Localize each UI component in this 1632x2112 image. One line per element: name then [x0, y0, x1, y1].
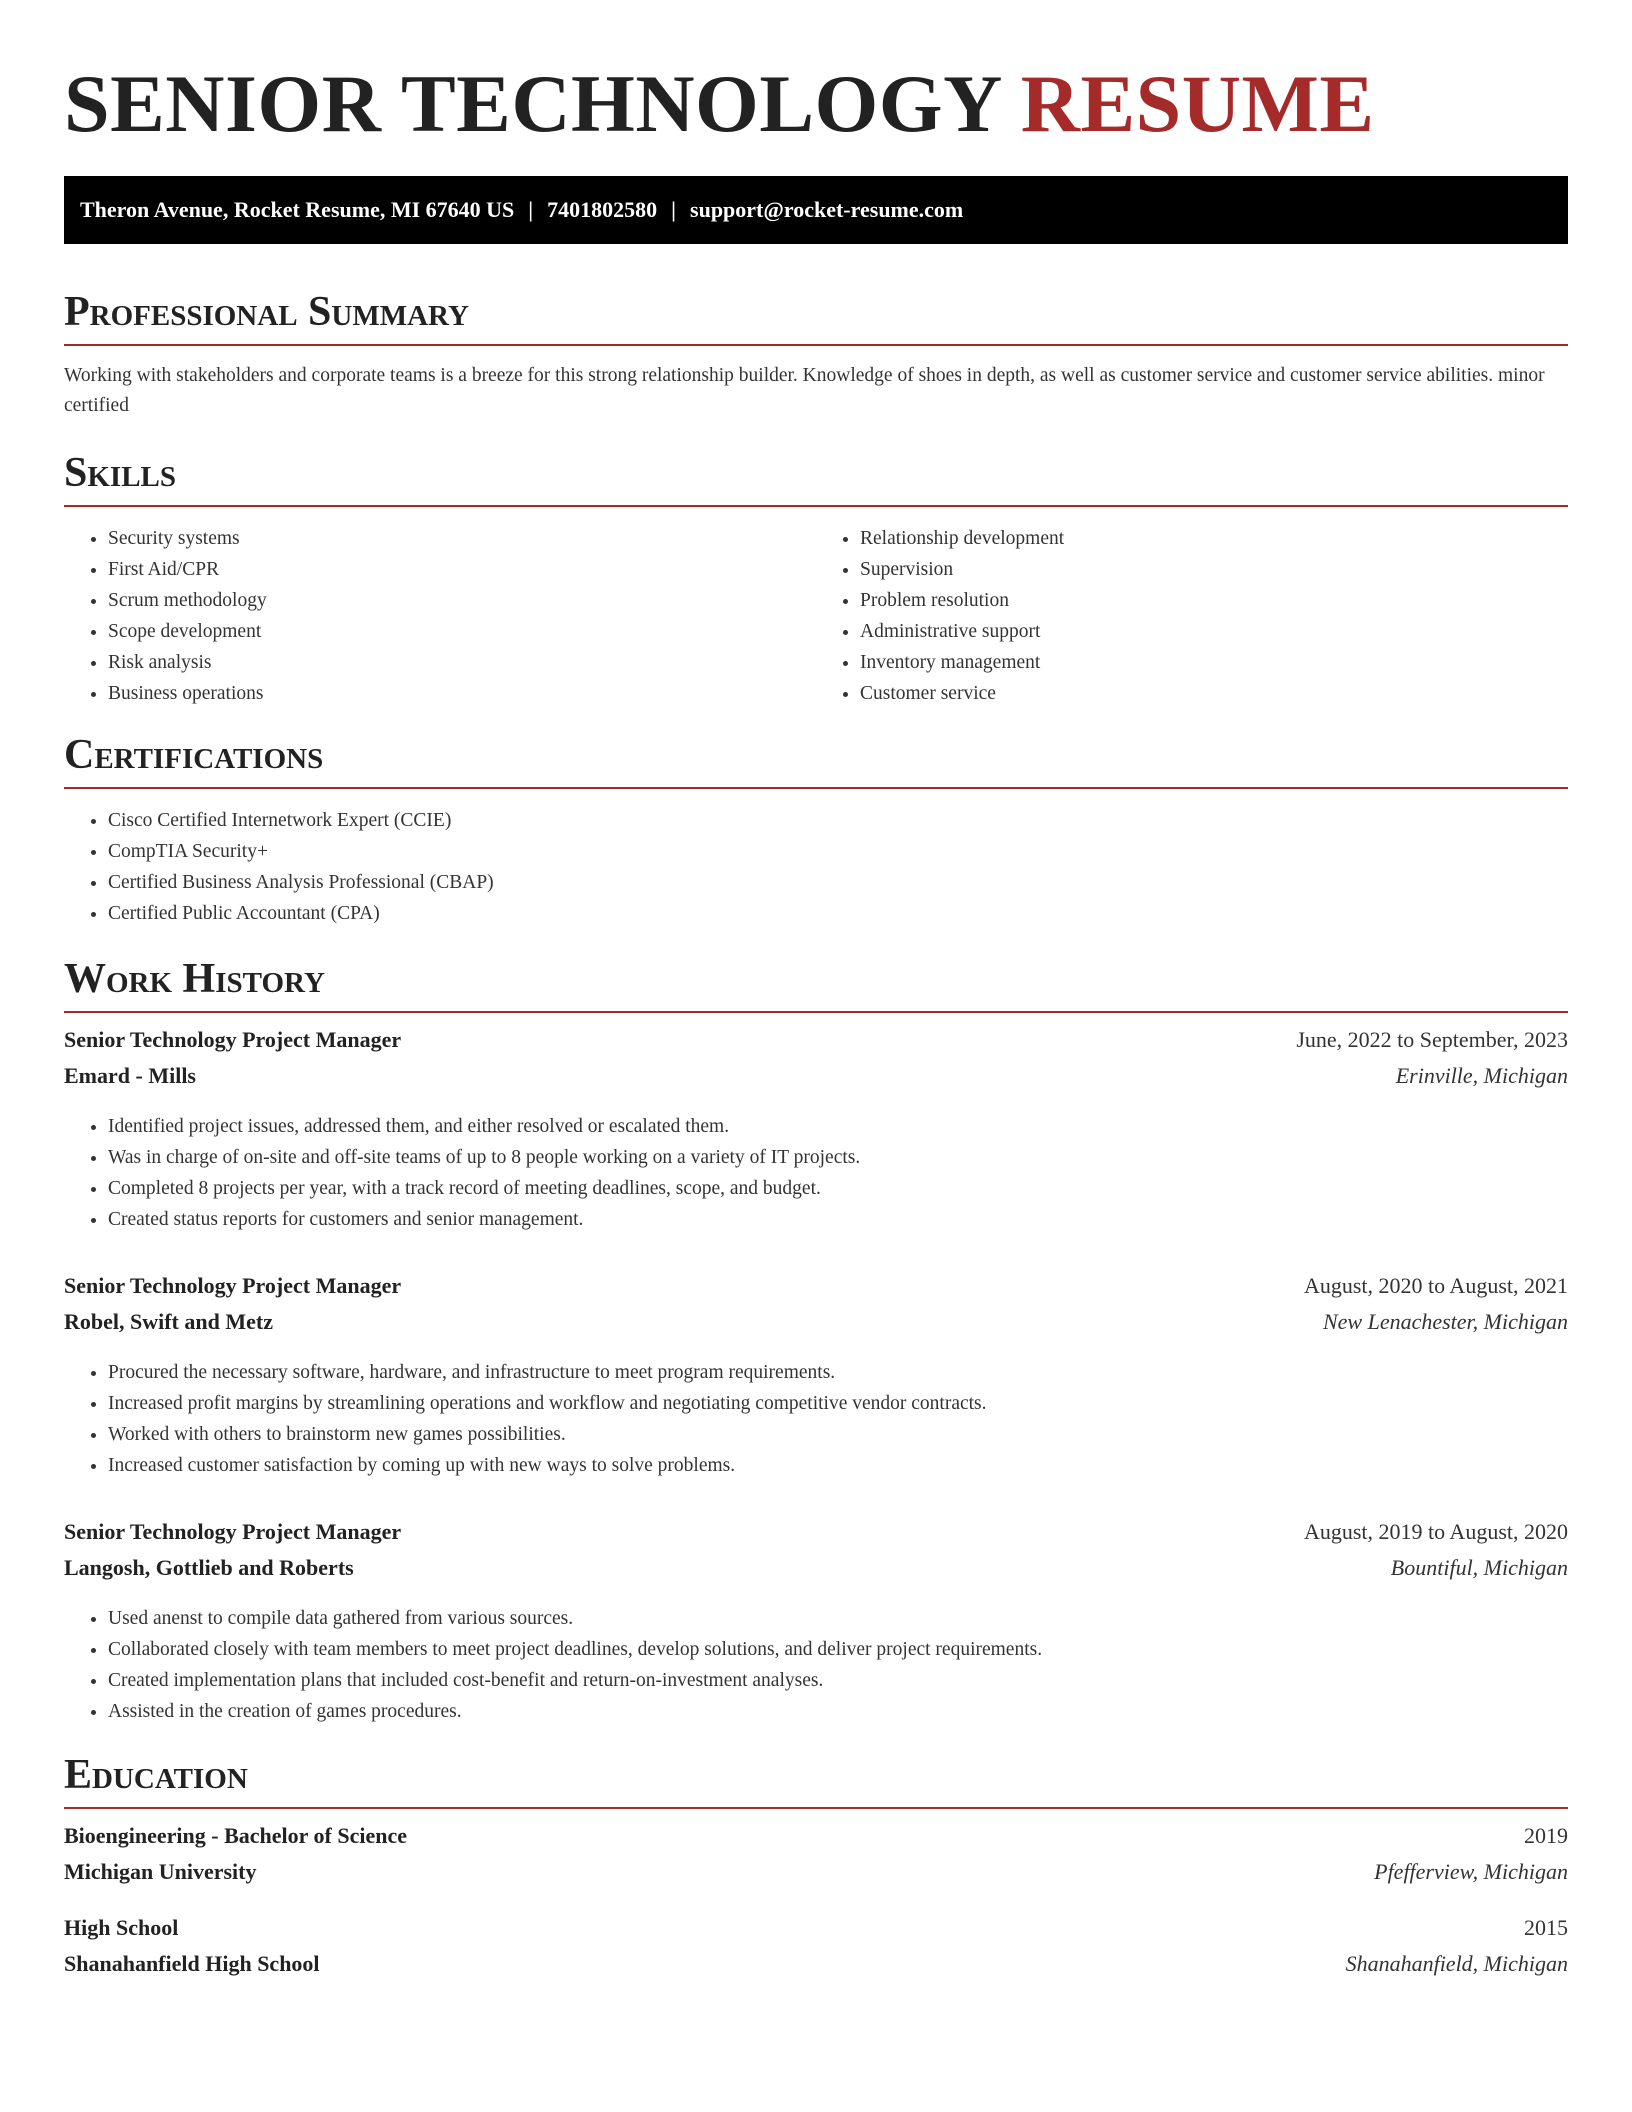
- job-bullet: • Worked with others to brainstorm new games possibilities.: [108, 1419, 1568, 1450]
- job-bullet: • Increased profit margins by streamlining operations and workflow and negotiating competitive vendor contracts.: [108, 1388, 1568, 1419]
- job-dates: August, 2019 to August, 2020: [1303, 1519, 1568, 1544]
- job-bullets: [64, 1357, 1568, 1481]
- job-title: Senior Technology Project Manager: [64, 1027, 402, 1052]
- skill-item: • Security systems: [108, 523, 816, 554]
- contact-separator: |: [671, 197, 677, 222]
- education-subheader: [64, 1859, 1568, 1895]
- education-location: Shanahanfield, Michigan: [1345, 1951, 1568, 1976]
- job-title: Senior Technology Project Manager: [64, 1273, 402, 1298]
- education-school: Michigan University: [64, 1859, 257, 1884]
- job-header: [64, 1027, 1568, 1063]
- job-dates: August, 2020 to August, 2021: [1303, 1273, 1568, 1298]
- skills-list: [64, 523, 1568, 709]
- resume-title: [64, 0, 1568, 160]
- skills-column-left: [64, 523, 816, 709]
- contact-address: Theron Avenue, Rocket Resume, MI 67640 US: [80, 197, 515, 222]
- skill-item: • Problem resolution: [860, 585, 1568, 616]
- job-company: Robel, Swift and Metz: [64, 1309, 273, 1334]
- job-title: Senior Technology Project Manager: [64, 1519, 402, 1544]
- job-entry: [64, 1519, 1568, 1727]
- certifications-heading: Certifications: [64, 732, 324, 778]
- skill-item: • Administrative support: [860, 616, 1568, 647]
- work-history-heading: Work History: [64, 956, 325, 1002]
- job-subheader: [64, 1309, 1568, 1345]
- education-heading: Education: [64, 1752, 248, 1798]
- education-school: Shanahanfield High School: [64, 1951, 320, 1976]
- contact-separator: |: [528, 197, 534, 222]
- skill-item: • Customer service: [860, 678, 1568, 709]
- contact-phone[interactable]: 7401802580: [547, 197, 658, 222]
- job-header: [64, 1519, 1568, 1555]
- job-bullet: • Created implementation plans that included cost-benefit and return-on-investment analyses.: [108, 1665, 1568, 1696]
- education-year: 2015: [1524, 1915, 1568, 1940]
- certification-item: • CompTIA Security+: [108, 836, 1568, 867]
- education-subheader: [64, 1951, 1568, 1987]
- job-bullet: • Used anenst to compile data gathered from various sources.: [108, 1603, 1568, 1634]
- job-bullet: • Assisted in the creation of games procedures.: [108, 1696, 1568, 1727]
- skill-item: • Risk analysis: [108, 647, 816, 678]
- contact-email[interactable]: support@rocket-resume.com: [690, 197, 964, 222]
- job-bullet: • Completed 8 projects per year, with a track record of meeting deadlines, scope, and budget.: [108, 1173, 1568, 1204]
- job-subheader: [64, 1555, 1568, 1591]
- education-degree: High School: [64, 1915, 179, 1940]
- job-bullet: • Collaborated closely with team members to meet project deadlines, develop solutions, and deliver project requirements.: [108, 1634, 1568, 1665]
- education-year: 2019: [1524, 1823, 1568, 1848]
- summary-heading: Professional Summary: [64, 289, 469, 335]
- job-dates: June, 2022 to September, 2023: [1296, 1027, 1568, 1052]
- job-bullet: • Increased customer satisfaction by coming up with new ways to solve problems.: [108, 1450, 1568, 1481]
- skill-item: • Relationship development: [860, 523, 1568, 554]
- skill-item: • First Aid/CPR: [108, 554, 816, 585]
- education-degree: Bioengineering - Bachelor of Science: [64, 1823, 407, 1848]
- certification-item: • Cisco Certified Internetwork Expert (CCIE): [108, 805, 1568, 836]
- skill-item: • Supervision: [860, 554, 1568, 585]
- certifications-list: [64, 805, 1568, 929]
- section-divider: [64, 505, 1568, 507]
- certification-item: • Certified Business Analysis Professional (CBAP): [108, 867, 1568, 898]
- job-location: Erinville, Michigan: [1395, 1063, 1568, 1088]
- job-entry: [64, 1027, 1568, 1235]
- certification-item: • Certified Public Accountant (CPA): [108, 898, 1568, 929]
- contact-bar: [64, 176, 1568, 244]
- job-header: [64, 1273, 1568, 1309]
- education-entry: [64, 1915, 1568, 1987]
- section-divider: [64, 1011, 1568, 1013]
- skill-item: • Inventory management: [860, 647, 1568, 678]
- skill-item: • Scope development: [108, 616, 816, 647]
- job-bullets: [64, 1603, 1568, 1727]
- section-divider: [64, 787, 1568, 789]
- job-bullet: • Created status reports for customers and senior management.: [108, 1204, 1568, 1235]
- skills-heading: Skills: [64, 450, 177, 496]
- job-bullet: • Procured the necessary software, hardware, and infrastructure to meet program requirements.: [108, 1357, 1568, 1388]
- job-subheader: [64, 1063, 1568, 1099]
- summary-text: Working with stakeholders and corporate teams is a breeze for this strong relationship builder. Knowledge of shoes in depth, as well as customer service and customer service abilities. minor certified: [64, 365, 1545, 416]
- job-location: Bountiful, Michigan: [1390, 1555, 1568, 1580]
- skill-item: • Scrum methodology: [108, 585, 816, 616]
- section-divider: [64, 1807, 1568, 1809]
- education-header: [64, 1915, 1568, 1951]
- job-company: Emard - Mills: [64, 1063, 196, 1088]
- job-company: Langosh, Gottlieb and Roberts: [64, 1555, 354, 1580]
- job-bullet: • Identified project issues, addressed them, and either resolved or escalated them.: [108, 1111, 1568, 1142]
- title-accent: RESUME: [1020, 58, 1375, 149]
- education-entry: [64, 1823, 1568, 1895]
- section-divider: [64, 344, 1568, 346]
- job-bullets: [64, 1111, 1568, 1235]
- title-main: SENIOR TECHNOLOGY: [64, 58, 1000, 149]
- job-location: New Lenachester, Michigan: [1322, 1309, 1568, 1334]
- education-header: [64, 1823, 1568, 1859]
- skill-item: • Business operations: [108, 678, 816, 709]
- job-entry: [64, 1273, 1568, 1481]
- skills-column-right: [816, 523, 1568, 709]
- education-location: Pfefferview, Michigan: [1374, 1859, 1568, 1884]
- job-bullet: • Was in charge of on-site and off-site teams of up to 8 people working on a variety of IT projects.: [108, 1142, 1568, 1173]
